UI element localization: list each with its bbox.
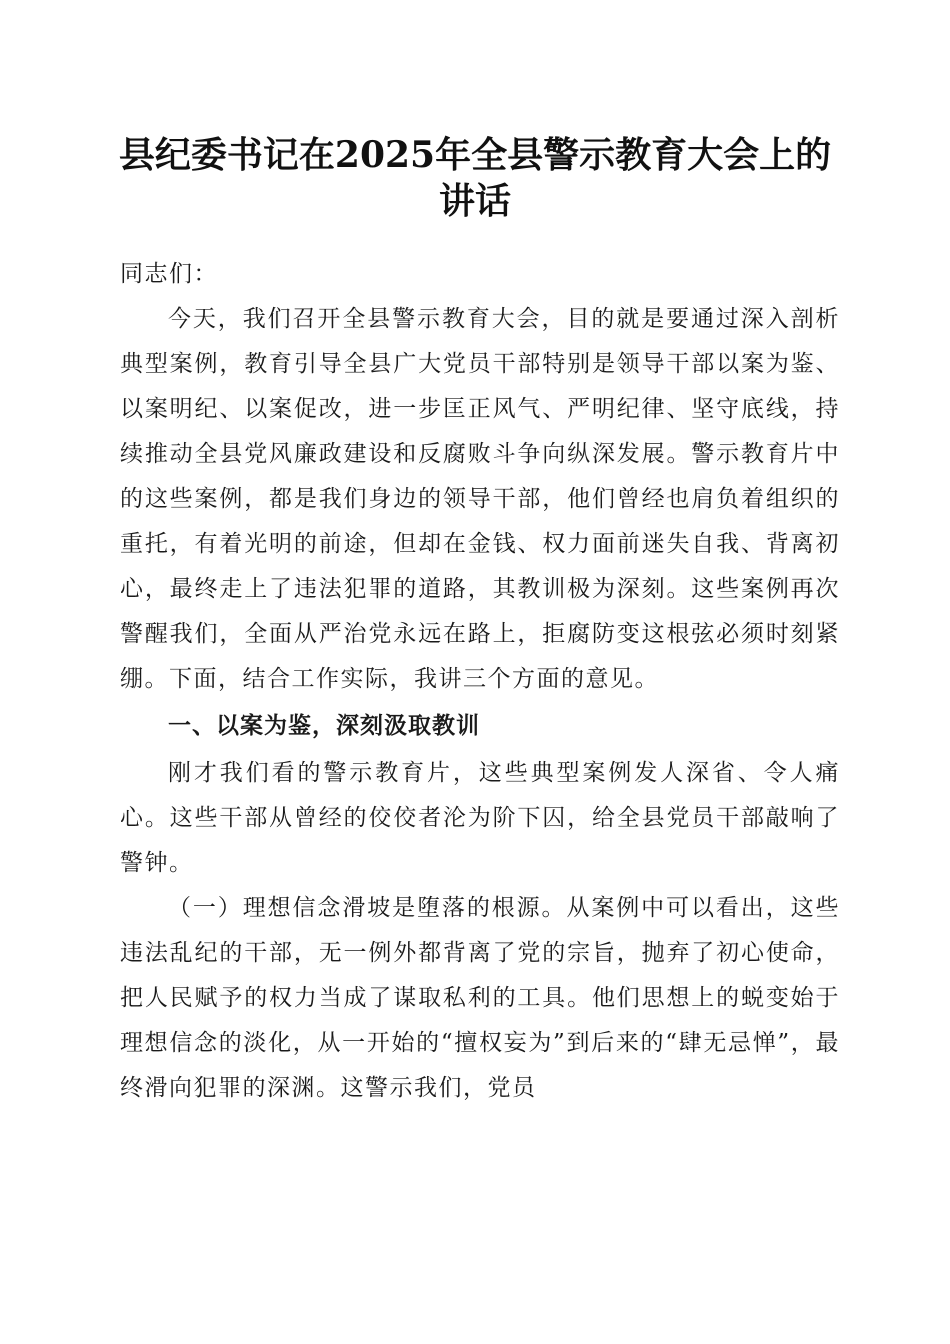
document-title: 县纪委书记在2025年全县警示教育大会上的讲话 xyxy=(118,134,832,222)
document-body xyxy=(120,252,840,1111)
section-paragraph: 刚才我们看的警示教育片，这些典型案例发人深省、令人痛心。这些干部从曾经的佼佼者沦为阶下囚，给全县党员干部敲响了警钟。 xyxy=(120,760,840,876)
opening-paragraph: 今天，我们召开全县警示教育大会，目的就是要通过深入剖析典型案例，教育引导全县广大党员干部特别是领导干部以案为鉴、以案明纪、以案促改，进一步匡正风气、严明纪律、坚守底线，持续推动全县党风廉政建设和反腐败斗争向纵深发展。警示教育片中的这些案例，都是我们身边的领导干部，他们曾经也肩负着组织的重托，有着光明的前途，但却在金钱、权力面前迷失自我、背离初心，最终走上了违法犯罪的道路，其教训极为深刻。这些案例再次警醒我们，全面从严治党永远在路上，拒腐防变这根弦必须时刻紧绷。下面，结合工作实际，我讲三个方面的意见。 xyxy=(120,306,840,692)
salutation: 同志们： xyxy=(120,261,218,287)
section-heading: 一、以案为鉴，深刻汲取教训 xyxy=(168,713,480,739)
subsection-paragraph: （一）理想信念滑坡是堕落的根源。从案例中可以看出，这些违法乱纪的干部，无一例外都背离了党的宗旨，抛弃了初心使命，把人民赋予的权力当成了谋取私利的工具。他们思想上的蜕变始于理想信念的淡化，从一开始的“擅权妄为”到后来的“肆无忌惮”，最终滑向犯罪的深渊。这警示我们，党员 xyxy=(120,895,840,1101)
